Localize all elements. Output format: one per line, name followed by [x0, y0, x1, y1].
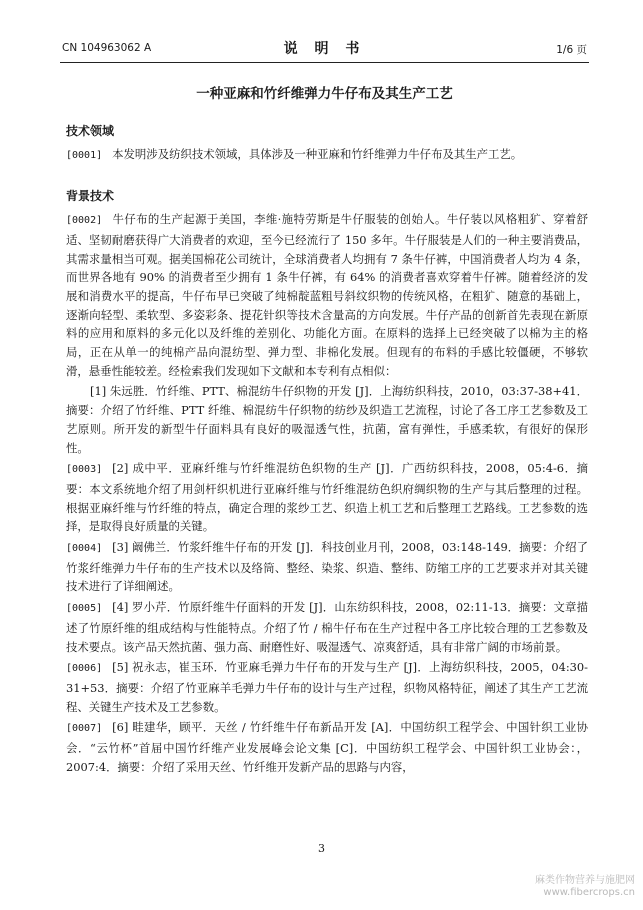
paragraph-number: [0007] [66, 723, 103, 735]
document-type: 说 明 书 [283, 41, 366, 57]
paragraph-0005 [66, 598, 588, 656]
section-spacer [66, 167, 588, 187]
section-heading-field: 技术领域 [66, 124, 115, 138]
header-rule [60, 62, 589, 63]
patent-number: CN 104963062 A [62, 42, 152, 54]
paragraph-0001 [66, 145, 588, 166]
paragraph-0007 [66, 718, 588, 776]
paragraph-number: [0004] [66, 543, 103, 555]
paragraph-text: [2] 成中平．亚麻纤维与竹纤维混纺色织物的生产 [J]．广西纺织科技，2008，05:4-6．摘要：本文系统地介绍了用剑杆织机进行亚麻纤维与竹纤维混纺色织府绸织物的生产与其后整理的过程。根据亚麻纤维与竹纤维的特点，确定合理的浆纱工艺、织造上机工艺和后整理工艺路线。工艺参数的选择，是取得良好质量的关键。 [66, 461, 588, 534]
paragraph-text: [4] 罗小芹．竹原纤维牛仔面料的开发 [J]．山东纺织科技，2008，02:11-13．摘要：文章描述了竹原纤维的组成结构与性能特点。介绍了竹 / 棉牛仔布在生产过程中各工序比较合理的工艺参数及技术要点。该产品天然抗菌、强力高、耐磨性好、吸湿透气、凉爽舒适，具有非常广阔的市场前景。 [66, 600, 588, 654]
paragraph-0004 [66, 538, 588, 596]
paragraph-0002 [66, 210, 588, 380]
paragraph-0003 [66, 459, 588, 536]
reference-1: [1] 朱远胜．竹纤维、PTT、棉混纺牛仔织物的开发 [J]．上海纺织科技，2010，03:37-38+41．摘要：介绍了竹纤维、PTT 纤维、棉混纺牛仔织物的纺纱及织造工艺流程，讨论了各工序工艺参数及工艺原则。所开发的新型牛仔面料具有良好的吸湿透气性，抗菌，富有弹性，手感柔软，有很好的保形性。 [66, 384, 588, 455]
paragraph-text: [6] 畦建华，顾平．天丝 / 竹纤维牛仔布新品开发 [A]．中国纺织工程学会、中国针织工业协会．“云竹杯”首届中国竹纤维产业发展峰会论文集 [C]．中国纺织工程学会、中国针织工业协会：，2007:4．摘要：介绍了采用天丝、竹纤维开发新产品的思路与内容， [66, 720, 588, 774]
paragraph-number: [0002] [66, 215, 103, 227]
page-header [62, 38, 587, 58]
watermark [535, 875, 635, 899]
page-number: 3 [318, 842, 325, 855]
paragraph-0006 [66, 658, 588, 716]
page-info: 1/6 页 [556, 44, 587, 56]
section-heading-background: 背景技术 [66, 189, 115, 204]
paragraph-number: [0001] [66, 149, 103, 161]
document-title: 一种亚麻和竹纤维弹力牛仔布及其生产工艺 [196, 86, 453, 102]
paragraph-text: [5] 祝永志，崔玉环．竹亚麻毛弹力牛仔布的开发与生产 [J]．上海纺织科技，2005，04:30-31+53．摘要：介绍了竹亚麻羊毛弹力牛仔布的设计与生产过程，织物风格特征，阐述了其生产工艺流程、关键生产技术及工艺参数。 [66, 660, 588, 714]
paragraph-number: [0005] [66, 603, 103, 615]
document-body [66, 122, 588, 779]
paragraph-text: [3] 阚佛兰．竹浆纤维牛仔布的开发 [J]．科技创业月刊，2008，03:148-149．摘要：介绍了竹浆纤维弹力牛仔布的生产技术以及络筒、整经、染浆、织造、整纬、防缩工序的工艺要求并对其关键技术进行了详细阐述。 [66, 540, 588, 594]
paragraph-number: [0003] [66, 464, 103, 476]
paragraph-text: 本发明涉及纺织技术领域，具体涉及一种亚麻和竹纤维弹力牛仔布及其生产工艺。 [112, 146, 523, 161]
watermark-url: www.fibercrops.cn [543, 887, 635, 898]
paragraph-number: [0006] [66, 663, 103, 675]
watermark-site-name: 麻类作物营养与施肥网 [535, 875, 635, 886]
paragraph-text: 牛仔布的生产起源于美国，李维·施特劳斯是牛仔服装的创始人。牛仔装以风格粗犷、穿着舒适、坚韧耐磨获得广大消费者的欢迎，至今已经流行了 150 多年。牛仔服装是人们的一种主要消费品，其需求量相当可观。据美国棉花公司统计，全球消费者人均拥有 7 条牛仔裤，中国消费者人均为 4 条，而世界各地有 90% 的消费者至少拥有 1 条牛仔裤，有 64% 的消费者喜欢穿着牛仔裤。随着经济的发展和消费水平的提高，牛仔布早已突破了纯棉靛蓝粗号斜纹织物的传统风格，在粗犷、随意的基础上，逐渐向轻型、柔软型、多姿彩条、提花针织等技术含量高的方向发展。牛仔产品的创新首先表现在新原料的应用和原料的多元化以及纤维的差别化、功能化方面。在原料的选择上已经突破了以棉为主的格局，正在从单一的纯棉产品向混纺型、弹力型、非棉化发展。但现有的布料的手感比较僵硬，不够软滑，悬垂性能较差。经检索我们发现如下文献和本专利有点相似： [66, 212, 588, 378]
